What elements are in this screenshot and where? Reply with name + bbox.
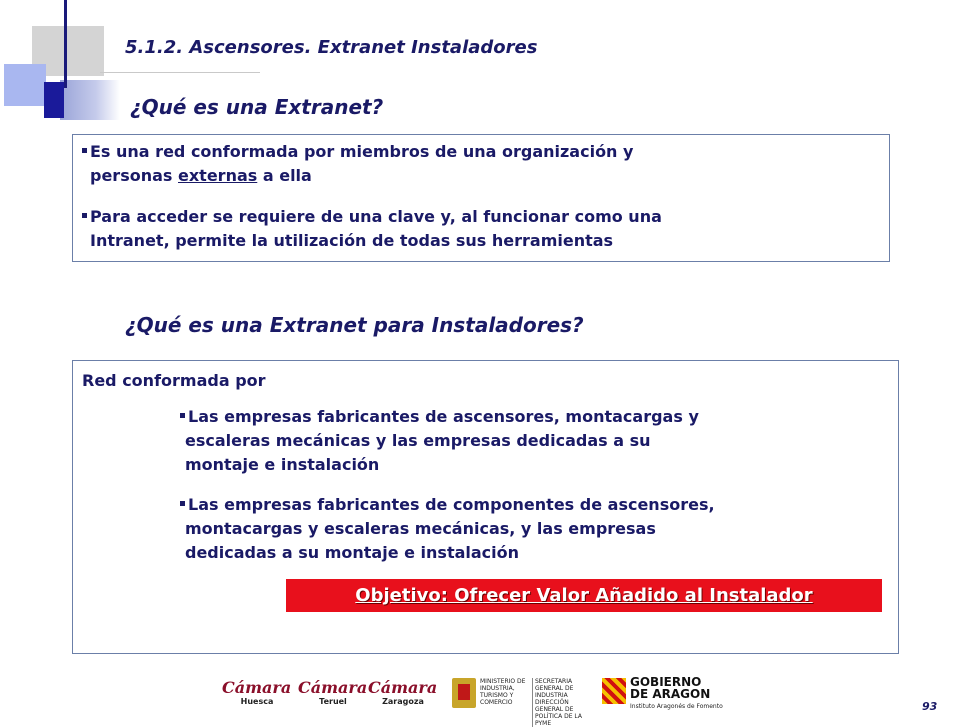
logo-city: Huesca bbox=[240, 697, 274, 706]
decorative-light-blue-square bbox=[4, 64, 46, 106]
decorative-horizontal-line bbox=[100, 72, 260, 73]
bullet-line: Las empresas fabricantes de ascensores, montacargas y bbox=[188, 407, 699, 426]
objective-banner: Objetivo: Ofrecer Valor Añadido al Instalador bbox=[286, 579, 882, 612]
decorative-blue-square bbox=[44, 82, 64, 118]
secretaria-text: SECRETARIA GENERAL DE INDUSTRIA DIRECCIÓN GENERAL DE POLÍTICA DE LA PYME bbox=[532, 678, 593, 727]
bullet-line: escaleras mecánicas y las empresas dedicadas a su bbox=[185, 431, 651, 450]
logo-word: Cámara bbox=[368, 678, 438, 697]
bullet-line: Las empresas fabricantes de componentes de ascensores, bbox=[188, 495, 715, 514]
coat-of-arms-icon bbox=[452, 678, 476, 708]
bullet-line: dedicadas a su montaje e instalación bbox=[185, 543, 520, 562]
bullet-line: montaje e instalación bbox=[185, 455, 380, 474]
logo-city: Zaragoza bbox=[382, 697, 424, 706]
logo-city: Teruel bbox=[319, 697, 347, 706]
bullet-line bbox=[90, 164, 312, 187]
bullet-square-icon bbox=[82, 213, 87, 218]
page-number: 93 bbox=[922, 700, 938, 713]
bullet-line-text: personas bbox=[90, 166, 178, 185]
bullet-line: Intranet, permite la utilización de todas sus herramientas bbox=[90, 231, 614, 250]
section-title: 5.1.2. Ascensores. Extranet Instaladores bbox=[125, 37, 538, 58]
ministerio-industria-logo bbox=[452, 676, 587, 727]
ministerio-text: MINISTERIO DE INDUSTRIA, TURISMO Y COMERCIO bbox=[480, 678, 526, 706]
aragon-subtitle: Instituto Aragonés de Fomento bbox=[630, 703, 723, 710]
aragon-line-1: GOBIERNO bbox=[630, 675, 702, 689]
decorative-gradient-bar bbox=[60, 80, 120, 120]
camara-zaragoza-logo bbox=[368, 679, 438, 706]
bullet-line-text: a ella bbox=[257, 166, 312, 185]
aragon-flag-icon bbox=[602, 678, 626, 704]
bullet-square-icon bbox=[180, 501, 185, 506]
bullet-line: Para acceder se requiere de una clave y, al funcionar como una bbox=[90, 207, 662, 226]
decorative-vertical-line bbox=[64, 0, 67, 88]
question-heading-extranet: ¿Qué es una Extranet? bbox=[130, 95, 384, 119]
question-heading-extranet-instaladores: ¿Qué es una Extranet para Instaladores? bbox=[125, 313, 584, 337]
bullet-square-icon bbox=[180, 413, 185, 418]
network-intro: Red conformada por bbox=[82, 371, 266, 390]
camara-teruel-logo bbox=[298, 679, 368, 706]
aragon-line-2: DE ARAGON bbox=[630, 687, 711, 701]
bullet-line: Es una red conformada por miembros de una organización y bbox=[90, 142, 634, 161]
underlined-word: externas bbox=[178, 166, 258, 185]
logo-word: Cámara bbox=[298, 678, 368, 697]
logo-word: Cámara bbox=[222, 678, 292, 697]
bullet-line: montacargas y escaleras mecánicas, y las empresas bbox=[185, 519, 656, 538]
camara-huesca-logo bbox=[222, 679, 292, 706]
bullet-square-icon bbox=[82, 148, 87, 153]
gobierno-aragon-logo bbox=[602, 676, 722, 714]
